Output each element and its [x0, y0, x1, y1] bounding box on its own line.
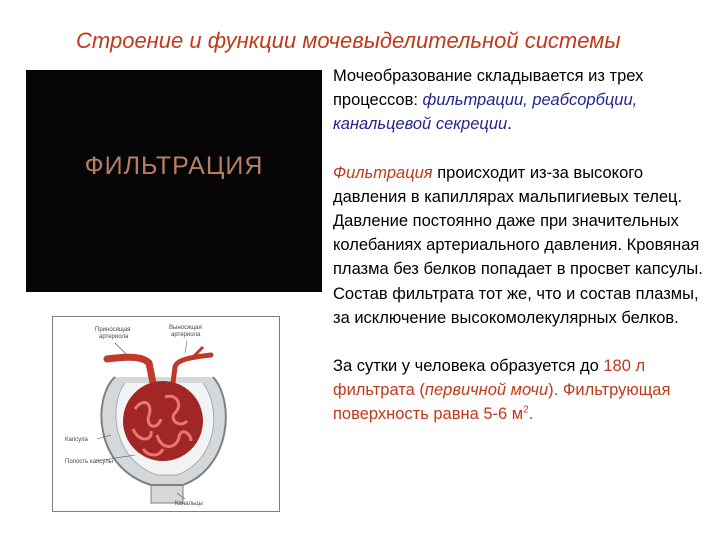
- volume-close: ).: [548, 381, 559, 400]
- video-frame: [26, 70, 322, 292]
- filtration-body: происходит из-за высокого давления в капиллярах мальпигиевых телец. Давление постоянно даже при значительных колебаниях артериального давления. Кровяная плазма без белков попадает в просвет капсулы. Состав фильтрата тот же, что и состав плазмы, за исключение высокомолекулярных белков.: [333, 163, 703, 327]
- processes-end: .: [507, 115, 512, 134]
- glomerulus-diagram: [52, 316, 280, 512]
- processes-list: фильтрации, реабсорбции, канальцевой секреции: [333, 91, 638, 134]
- label-capsule-cavity: Полость капсулы: [65, 459, 113, 465]
- paragraph-volume: [333, 354, 711, 427]
- surface-end: .: [528, 405, 534, 424]
- label-efferent-2: артериола: [171, 332, 201, 338]
- surface-superscript: 2: [523, 404, 529, 416]
- volume-intro: За сутки у человека образуется до: [333, 357, 604, 376]
- processes-intro: Мочеобразование складывается из трех процессов:: [333, 67, 644, 110]
- label-afferent-2: артериола: [99, 334, 129, 340]
- filtration-term: Фильтрация: [333, 163, 433, 182]
- video-caption: ФИЛЬТРАЦИЯ: [84, 152, 264, 180]
- label-efferent-1: Выносящая: [169, 325, 202, 331]
- filter-surface: Фильтрующая поверхность равна 5-6 м: [333, 381, 671, 424]
- slide-title: Строение и функции мочевыделительной системы: [76, 28, 621, 53]
- label-tubule: Канальцы: [175, 501, 203, 507]
- label-afferent-1: Приносящая: [95, 327, 131, 333]
- paragraph-processes: [333, 64, 711, 137]
- primary-urine-term: первичной мочи: [424, 381, 549, 400]
- body-text: [333, 64, 711, 427]
- label-capsule: Капсула: [65, 437, 88, 443]
- volume-amount: 180 л фильтрата (: [333, 357, 646, 400]
- paragraph-filtration: [333, 161, 711, 330]
